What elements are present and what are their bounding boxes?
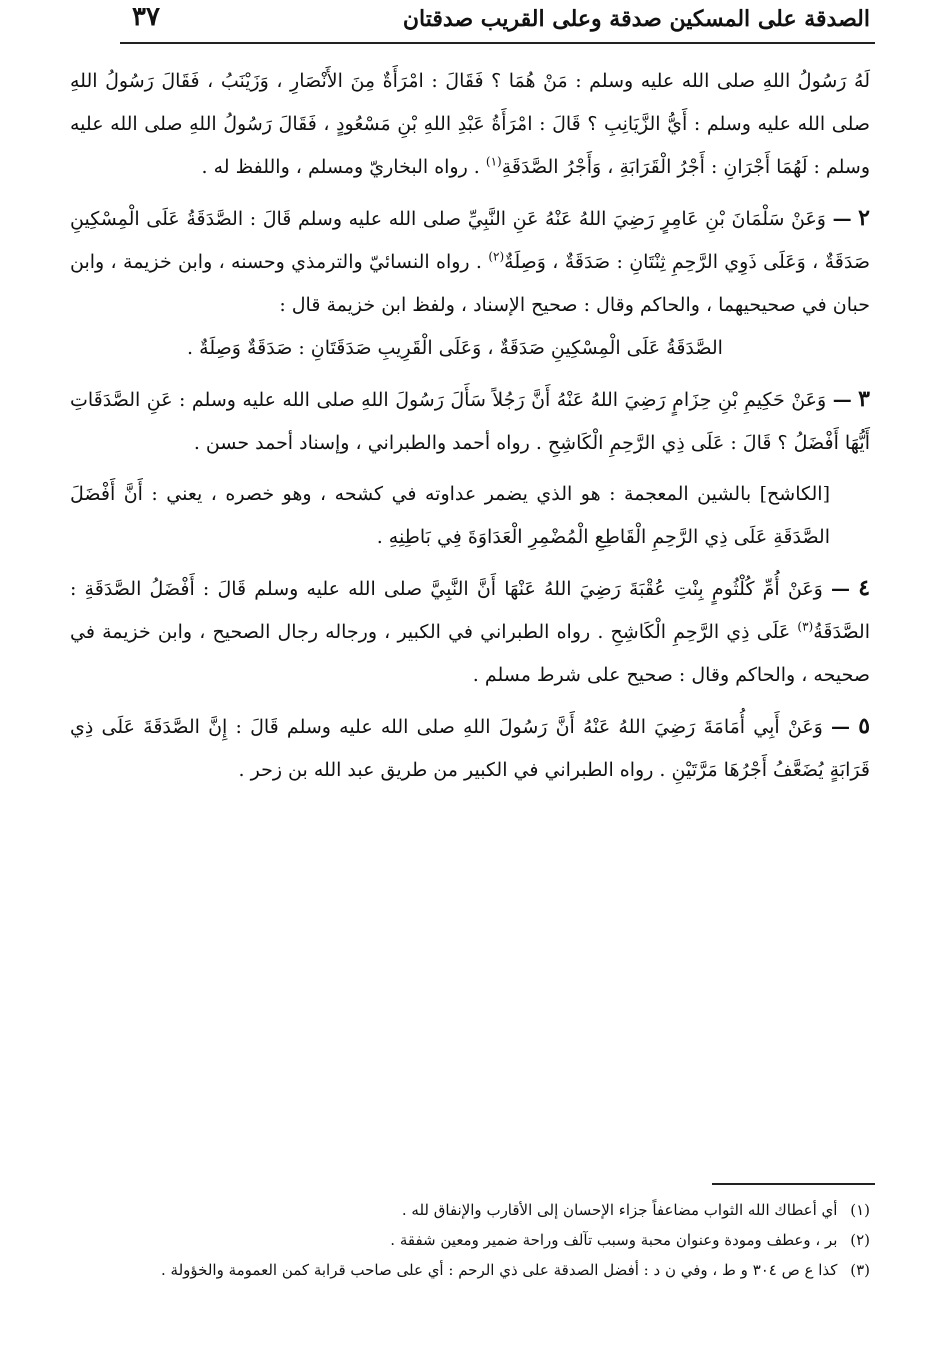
footnote-2 xyxy=(70,1225,870,1255)
gloss-text: [الكاشح] بالشين المعجمة : هو الذي يضمر عداوته في كشحه ، وهو خصره ، يعني : أَنَّ أَفْضَلَ الصَّدَقَةِ عَلَى ذِي الرَّحِمِ الْقَاطِعِ الْمُضْمِرِ الْعَدَاوَةَ فِي بَاطِنِهِ . xyxy=(70,483,830,548)
hadith-number-4: ٤ xyxy=(858,575,871,601)
hadith-dash: — xyxy=(832,208,852,230)
hadith-number-3: ٣ xyxy=(858,386,870,412)
hadith-3 xyxy=(70,378,870,465)
footnote-ref-3: (٣) xyxy=(797,619,814,634)
footnote-mark: (٣) xyxy=(850,1261,870,1279)
hadith-number-5: ٥ xyxy=(858,713,871,739)
hadith-dash: — xyxy=(831,578,851,600)
hadith-4-source: عَلَى ذِي الرَّحِمِ الْكَاشِحِ . رواه الطبراني في الكبير ، ورجاله رجال الصحيح ، وابن خزيمة في صحيحه ، والحاكم وقال : صحيح على شرط مسلم . xyxy=(70,621,870,686)
footnote-separator xyxy=(712,1183,875,1185)
footnote-ref-1: (١) xyxy=(485,154,502,169)
footnote-ref-2: (٢) xyxy=(488,249,505,264)
footnote-text: بر ، وعطف ومودة وعنوان محبة وسبب تآلف وراحة ضمير ومعين شفقة . xyxy=(390,1231,838,1249)
hadith-2-quote: الصَّدَقَةُ عَلَى الْمِسْكِينِ صَدَقَةٌ ، وَعَلَى الْقَرِيبِ صَدَقَتَانِ : صَدَقَةٌ وَصِلَةٌ . xyxy=(187,337,723,359)
gloss-note xyxy=(70,473,870,559)
hadith-5-text: وَعَنْ أَبِي أُمَامَةَ رَضِيَ اللهُ عَنْهُ أَنَّ رَسُولَ اللهِ صلى الله عليه وسلم قَالَ : إِنَّ الصَّدَقَةَ عَلَى ذِي قَرَابَةٍ يُضَعَّفُ أَجْرُهَا مَرَّتَيْنِ . رواه الطبراني في الكبير من طريق عبد الله بن زحر . xyxy=(70,716,870,781)
hadith-2-text: وَعَنْ سَلْمَانَ بْنِ عَامِرٍ رَضِيَ اللهُ عَنْهُ عَنِ النَّبِيِّ صلى الله عليه وسلم قَالَ : الصَّدَقَةُ عَلَى الْمِسْكِينِ صَدَقَةٌ ، وَعَلَى ذَوِي الرَّحِمِ ثِنْتَانِ : صَدَقَةٌ ، وَصِلَةٌ xyxy=(70,208,870,273)
hadith-dash: — xyxy=(831,716,850,738)
hadith-5 xyxy=(70,705,870,792)
hadith-2-source: . رواه النسائيّ والترمذي وحسنه ، وابن خزيمة ، وابن حبان في صحيحيهما ، والحاكم وقال : صحيح الإسناد ، ولفظ ابن خزيمة قال : xyxy=(70,251,870,316)
hadith-1-source: . رواه البخاريّ ومسلم ، واللفظ له . xyxy=(201,156,486,178)
footnote-mark: (١) xyxy=(850,1201,870,1219)
hadith-4-text: وَعَنْ أُمِّ كُلْثُومٍ بِنْتِ عُقْبَةَ رَضِيَ اللهُ عَنْهَا أَنَّ النَّبِيَّ صلى الله عليه وسلم قَالَ : أَفْضَلُ الصَّدَقَةِ : الصَّدَقَةُ xyxy=(70,578,870,643)
hadith-3-text: وَعَنْ حَكِيمِ بْنِ حِزَامٍ رَضِيَ اللهُ عَنْهُ أَنَّ رَجُلاً سَأَلَ رَسُولَ اللهِ صلى الله عليه وسلم : عَنِ الصَّدَقَاتِ أَيُّهَا أَفْضَلُ ؟ قَالَ : عَلَى ذِي الرَّحِمِ الْكَاشِحِ . رواه أحمد والطبراني ، وإسناد أحمد حسن . xyxy=(70,389,870,454)
hadith-4 xyxy=(70,567,870,697)
footnotes xyxy=(70,1195,870,1285)
page-number: ٣٧ xyxy=(132,2,160,32)
hadith-1-continuation xyxy=(70,60,870,189)
hadith-dash: — xyxy=(832,389,852,411)
footnote-text: أي أعطاك الله الثواب مضاعفاً جزاء الإحسان إلى الأقارب والإنفاق لله . xyxy=(401,1201,838,1219)
hadith-2 xyxy=(70,197,870,370)
footnote-3 xyxy=(70,1255,870,1285)
footnote-mark: (٢) xyxy=(850,1231,870,1249)
footnote-1 xyxy=(70,1195,870,1225)
footnote-text: كذا ع ص ٣٠٤ و ط ، وفي ن د : أفضل الصدقة على ذي الرحم : أي على صاحب قرابة كمن العمومة والخؤولة . xyxy=(161,1261,838,1279)
hadith-number-2: ٢ xyxy=(858,205,870,231)
running-title: الصدقة على المسكين صدقة وعلى القريب صدقتان xyxy=(402,6,870,32)
page-header xyxy=(120,2,875,44)
main-text xyxy=(70,60,870,800)
hadith-1-text: لَهُ رَسُولُ اللهِ صلى الله عليه وسلم : مَنْ هُمَا ؟ فَقَالَ : امْرَأَةٌ مِنَ الأَنْصَارِ ، وَزَيْنَبُ ، فَقَالَ رَسُولُ اللهِ صلى الله عليه وسلم : أَيُّ الزَّيَانِبِ ؟ قَالَ : امْرَأَةُ عَبْدِ اللهِ بْنِ مَسْعُودٍ ، فَقَالَ رَسُولُ اللهِ صلى الله عليه وسلم : لَهُمَا أَجْرَانِ : أَجْرُ الْقَرَابَةِ ، وَأَجْرُ الصَّدَقَةِ xyxy=(70,70,870,178)
